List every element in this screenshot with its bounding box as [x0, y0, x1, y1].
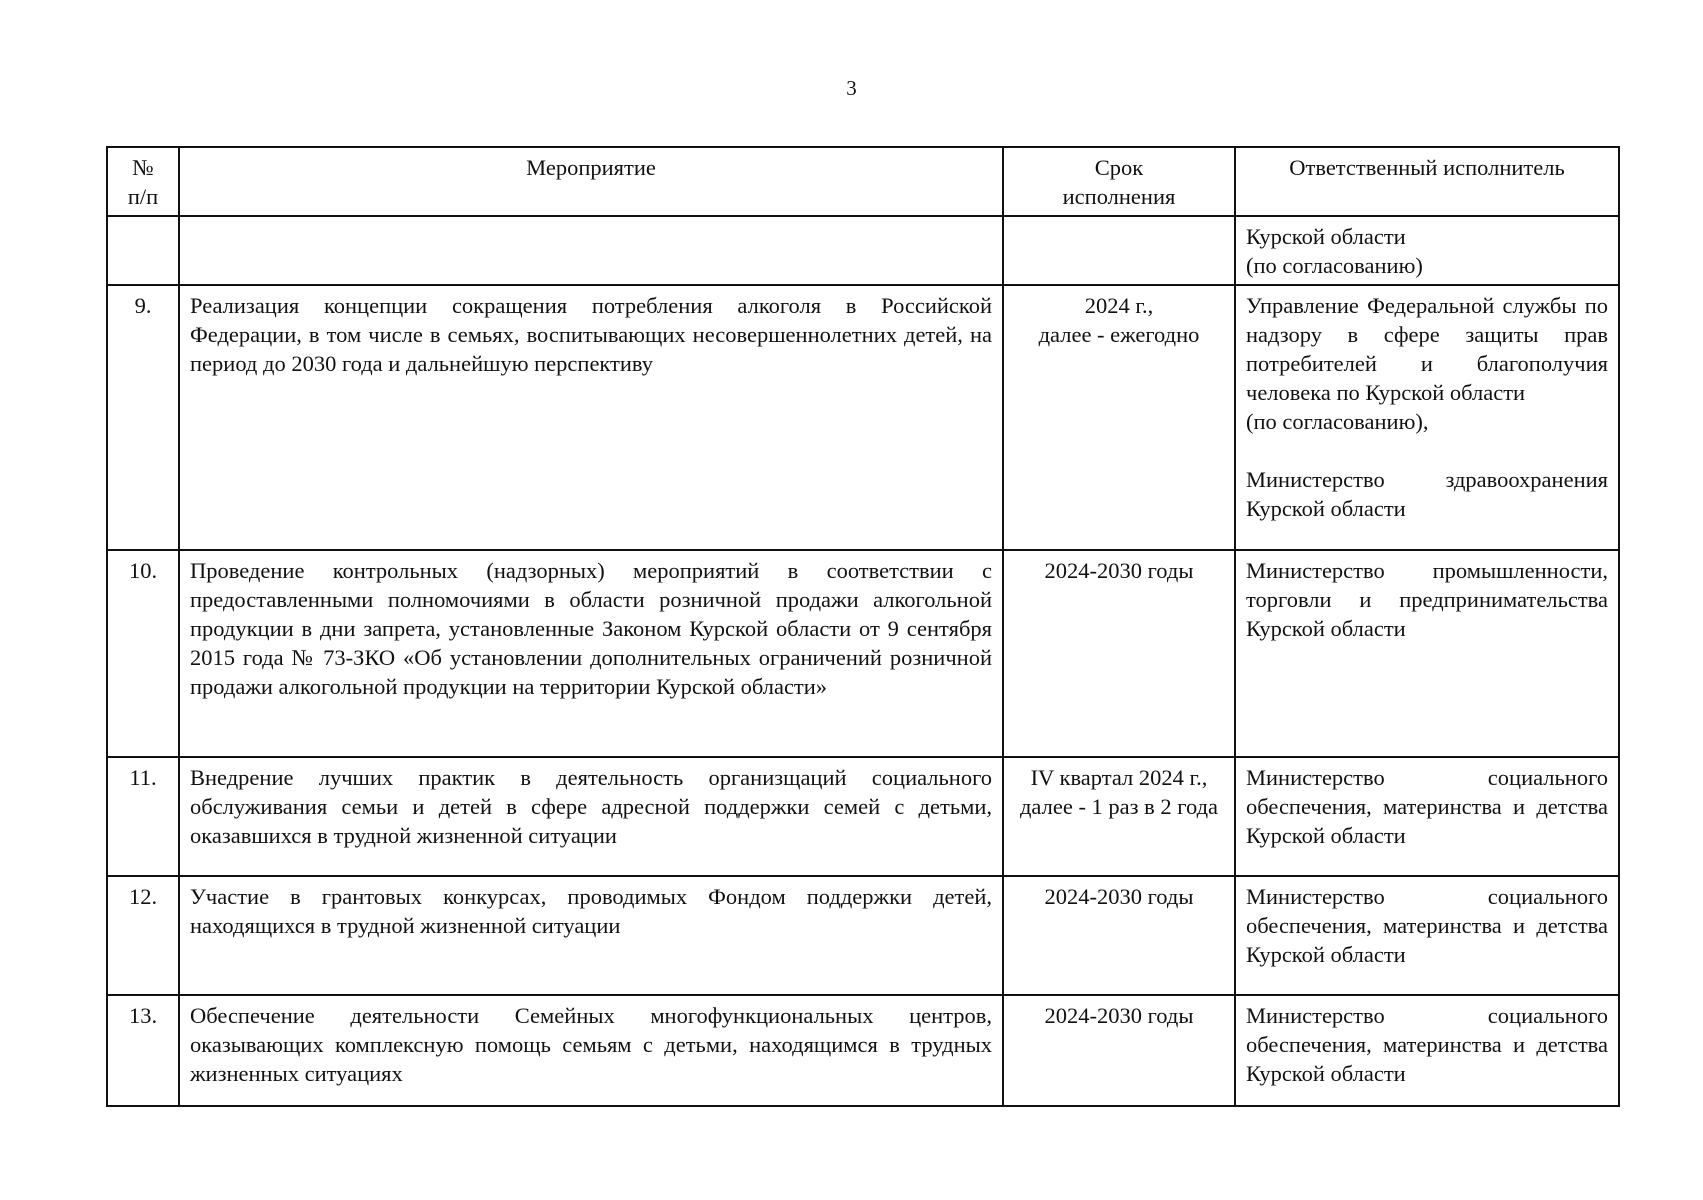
row-executor: Курской области (по согласованию): [1235, 216, 1619, 285]
table-row: [107, 216, 1619, 285]
table-row: [107, 995, 1619, 1106]
row-number: 13.: [107, 995, 179, 1106]
header-deadline: Срок исполнения: [1003, 147, 1235, 216]
row-deadline: [1003, 216, 1235, 285]
header-num: № п/п: [107, 147, 179, 216]
row-executor: Министерство социального обеспечения, материнства и детства Курской области: [1235, 995, 1619, 1106]
header-executor: Ответственный исполнитель: [1235, 147, 1619, 216]
row-deadline: 2024 г., далее - ежегодно: [1003, 285, 1235, 550]
table-row: [107, 550, 1619, 757]
row-number: 11.: [107, 757, 179, 876]
row-activity: Проведение контрольных (надзорных) мероприятий в соответствии с предоставленными полномочиями в области розничной продажи алкогольной продукции в дни запрета, установленные Законом Курской области от 9 сентября 2015 года № 73-ЗКО «Об установлении дополнительных ограничений розничной продажи алкогольной продукции на территории Курской области»: [179, 550, 1003, 757]
row-number: [107, 216, 179, 285]
row-deadline: IV квартал 2024 г., далее - 1 раз в 2 года: [1003, 757, 1235, 876]
table-row: [107, 876, 1619, 995]
row-executor: Министерство социального обеспечения, материнства и детства Курской области: [1235, 876, 1619, 995]
table-row: [107, 285, 1619, 550]
row-deadline: 2024-2030 годы: [1003, 995, 1235, 1106]
row-activity: Участие в грантовых конкурсах, проводимых Фондом поддержки детей, находящихся в трудной жизненной ситуации: [179, 876, 1003, 995]
row-executor: Министерство социального обеспечения, материнства и детства Курской области: [1235, 757, 1619, 876]
row-number: 9.: [107, 285, 179, 550]
row-activity: [179, 216, 1003, 285]
row-activity: Обеспечение деятельности Семейных многофункциональных центров, оказывающих комплексную помощь семьям с детьми, находящимся в трудных жизненных ситуациях: [179, 995, 1003, 1106]
row-executor: Министерство промышленности, торговли и предпринимательства Курской области: [1235, 550, 1619, 757]
row-deadline: 2024-2030 годы: [1003, 550, 1235, 757]
page-number: 3: [846, 76, 857, 100]
table-row: [107, 757, 1619, 876]
row-executor: Управление Федеральной службы по надзору в сфере защиты прав потребителей и благополучия человека по Курской области (по согласованию), Министерство здравоохранения Курской области: [1235, 285, 1619, 550]
row-activity: Реализация концепции сокращения потребления алкоголя в Российской Федерации, в том числе в семьях, воспитывающих несовершеннолетних детей, на период до 2030 года и дальнейшую перспективу: [179, 285, 1003, 550]
row-number: 10.: [107, 550, 179, 757]
action-plan-table: [106, 146, 1620, 1107]
row-number: 12.: [107, 876, 179, 995]
header-activity: Мероприятие: [179, 147, 1003, 216]
row-activity: Внедрение лучших практик в деятельность организщаций социального обслуживания семьи и детей в сфере адресной поддержки семей с детьми, оказавшихся в трудной жизненной ситуации: [179, 757, 1003, 876]
row-deadline: 2024-2030 годы: [1003, 876, 1235, 995]
table-header-row: [107, 147, 1619, 216]
